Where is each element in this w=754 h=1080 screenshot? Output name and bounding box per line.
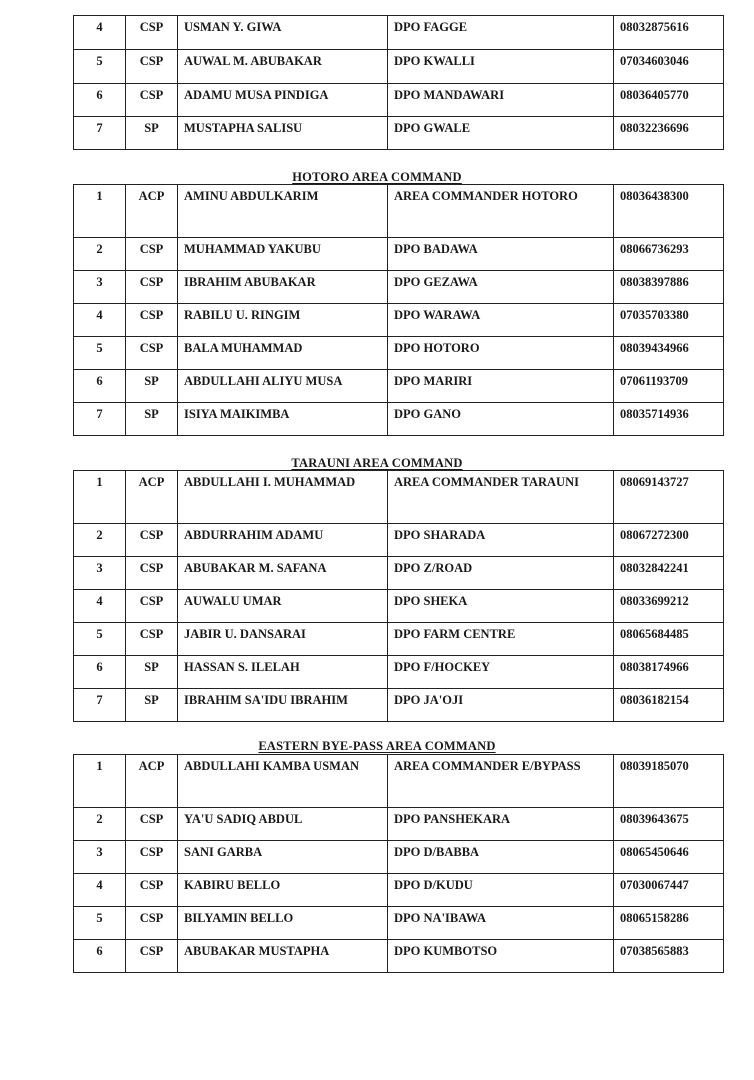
posting-cell: DPO SHEKA xyxy=(388,590,614,623)
officer-name-cell: MUSTAPHA SALISU xyxy=(178,117,388,150)
serial-number-cell: 2 xyxy=(74,238,126,271)
table-row xyxy=(74,907,724,940)
posting-cell: DPO D/KUDU xyxy=(388,874,614,907)
table-row xyxy=(74,185,724,238)
serial-number-cell: 3 xyxy=(74,271,126,304)
phone-number-cell: 08032236696 xyxy=(614,117,724,150)
serial-number-cell: 1 xyxy=(74,185,126,238)
roster-table-body xyxy=(74,16,724,150)
serial-number-cell: 2 xyxy=(74,524,126,557)
roster-table xyxy=(73,15,724,150)
rank-cell: CSP xyxy=(126,623,178,656)
table-row xyxy=(74,271,724,304)
serial-number-cell: 1 xyxy=(74,755,126,808)
officer-name-cell: AUWAL M. ABUBAKAR xyxy=(178,50,388,84)
rank-cell: CSP xyxy=(126,271,178,304)
table-row xyxy=(74,524,724,557)
officer-name-cell: IBRAHIM ABUBAKAR xyxy=(178,271,388,304)
posting-cell: DPO F/HOCKEY xyxy=(388,656,614,689)
serial-number-cell: 4 xyxy=(74,304,126,337)
rank-cell: CSP xyxy=(126,841,178,874)
rank-cell: SP xyxy=(126,403,178,436)
table-row xyxy=(74,590,724,623)
officer-name-cell: ABDULLAHI KAMBA USMAN xyxy=(178,755,388,808)
serial-number-cell: 6 xyxy=(74,656,126,689)
officer-name-cell: USMAN Y. GIWA xyxy=(178,16,388,50)
officer-name-cell: AUWALU UMAR xyxy=(178,590,388,623)
roster-table-body xyxy=(74,755,724,973)
posting-cell: DPO WARAWA xyxy=(388,304,614,337)
serial-number-cell: 7 xyxy=(74,689,126,722)
rank-cell: CSP xyxy=(126,940,178,973)
phone-number-cell: 08039434966 xyxy=(614,337,724,370)
posting-cell: DPO PANSHEKARA xyxy=(388,808,614,841)
rank-cell: CSP xyxy=(126,50,178,84)
rank-cell: ACP xyxy=(126,185,178,238)
serial-number-cell: 6 xyxy=(74,940,126,973)
serial-number-cell: 3 xyxy=(74,841,126,874)
table-row xyxy=(74,84,724,117)
phone-number-cell: 08065684485 xyxy=(614,623,724,656)
rank-cell: SP xyxy=(126,370,178,403)
officer-name-cell: ADAMU MUSA PINDIGA xyxy=(178,84,388,117)
phone-number-cell: 07035703380 xyxy=(614,304,724,337)
rank-cell: CSP xyxy=(126,238,178,271)
table-row xyxy=(74,808,724,841)
serial-number-cell: 2 xyxy=(74,808,126,841)
phone-number-cell: 08067272300 xyxy=(614,524,724,557)
phone-number-cell: 08038397886 xyxy=(614,271,724,304)
roster-table xyxy=(73,754,724,973)
officer-name-cell: SANI GARBA xyxy=(178,841,388,874)
rank-cell: CSP xyxy=(126,84,178,117)
rank-cell: CSP xyxy=(126,304,178,337)
phone-number-cell: 08036182154 xyxy=(614,689,724,722)
posting-cell: DPO Z/ROAD xyxy=(388,557,614,590)
rank-cell: CSP xyxy=(126,524,178,557)
officer-name-cell: JABIR U. DANSARAI xyxy=(178,623,388,656)
table-row xyxy=(74,16,724,50)
serial-number-cell: 3 xyxy=(74,557,126,590)
phone-number-cell: 08065450646 xyxy=(614,841,724,874)
rank-cell: CSP xyxy=(126,16,178,50)
phone-number-cell: 08035714936 xyxy=(614,403,724,436)
phone-number-cell: 07061193709 xyxy=(614,370,724,403)
serial-number-cell: 4 xyxy=(74,874,126,907)
serial-number-cell: 1 xyxy=(74,471,126,524)
posting-cell: DPO NA'IBAWA xyxy=(388,907,614,940)
officer-name-cell: KABIRU BELLO xyxy=(178,874,388,907)
rank-cell: SP xyxy=(126,689,178,722)
phone-number-cell: 07038565883 xyxy=(614,940,724,973)
posting-cell: AREA COMMANDER E/BYPASS xyxy=(388,755,614,808)
table-row xyxy=(74,623,724,656)
posting-cell: DPO KUMBOTSO xyxy=(388,940,614,973)
phone-number-cell: 08065158286 xyxy=(614,907,724,940)
posting-cell: DPO GWALE xyxy=(388,117,614,150)
serial-number-cell: 5 xyxy=(74,50,126,84)
serial-number-cell: 6 xyxy=(74,84,126,117)
phone-number-cell: 08036405770 xyxy=(614,84,724,117)
serial-number-cell: 5 xyxy=(74,907,126,940)
phone-number-cell: 08033699212 xyxy=(614,590,724,623)
rank-cell: CSP xyxy=(126,557,178,590)
table-row xyxy=(74,557,724,590)
serial-number-cell: 6 xyxy=(74,370,126,403)
officer-name-cell: RABILU U. RINGIM xyxy=(178,304,388,337)
table-row xyxy=(74,755,724,808)
officer-name-cell: ISIYA MAIKIMBA xyxy=(178,403,388,436)
officer-name-cell: ABUBAKAR MUSTAPHA xyxy=(178,940,388,973)
section-title: HOTORO AREA COMMAND xyxy=(292,170,462,184)
officer-name-cell: AMINU ABDULKARIM xyxy=(178,185,388,238)
officer-name-cell: ABDULLAHI ALIYU MUSA xyxy=(178,370,388,403)
posting-cell: DPO FARM CENTRE xyxy=(388,623,614,656)
phone-number-cell: 08066736293 xyxy=(614,238,724,271)
phone-number-cell: 08032842241 xyxy=(614,557,724,590)
roster-table-body xyxy=(74,185,724,436)
rank-cell: CSP xyxy=(126,590,178,623)
posting-cell: AREA COMMANDER HOTORO xyxy=(388,185,614,238)
table-row xyxy=(74,50,724,84)
serial-number-cell: 7 xyxy=(74,403,126,436)
rank-cell: CSP xyxy=(126,808,178,841)
officer-name-cell: ABDULLAHI I. MUHAMMAD xyxy=(178,471,388,524)
rank-cell: SP xyxy=(126,656,178,689)
posting-cell: DPO BADAWA xyxy=(388,238,614,271)
posting-cell: DPO GEZAWA xyxy=(388,271,614,304)
officer-name-cell: IBRAHIM SA'IDU IBRAHIM xyxy=(178,689,388,722)
roster-table xyxy=(73,184,724,436)
posting-cell: DPO SHARADA xyxy=(388,524,614,557)
officer-name-cell: BILYAMIN BELLO xyxy=(178,907,388,940)
table-row xyxy=(74,940,724,973)
posting-cell: DPO FAGGE xyxy=(388,16,614,50)
phone-number-cell: 08038174966 xyxy=(614,656,724,689)
phone-number-cell: 08039185070 xyxy=(614,755,724,808)
table-row xyxy=(74,689,724,722)
table-row xyxy=(74,370,724,403)
table-row xyxy=(74,471,724,524)
posting-cell: DPO JA'OJI xyxy=(388,689,614,722)
posting-cell: DPO HOTORO xyxy=(388,337,614,370)
posting-cell: DPO KWALLI xyxy=(388,50,614,84)
roster-table xyxy=(73,470,724,722)
roster-table-body xyxy=(74,471,724,722)
rank-cell: ACP xyxy=(126,471,178,524)
table-row xyxy=(74,403,724,436)
section-title: EASTERN BYE-PASS AREA COMMAND xyxy=(258,739,496,753)
rank-cell: CSP xyxy=(126,874,178,907)
phone-number-cell: 08032875616 xyxy=(614,16,724,50)
serial-number-cell: 4 xyxy=(74,16,126,50)
officer-name-cell: ABDURRAHIM ADAMU xyxy=(178,524,388,557)
phone-number-cell: 07030067447 xyxy=(614,874,724,907)
rank-cell: ACP xyxy=(126,755,178,808)
table-row xyxy=(74,841,724,874)
officer-name-cell: BALA MUHAMMAD xyxy=(178,337,388,370)
serial-number-cell: 5 xyxy=(74,623,126,656)
officer-name-cell: HASSAN S. ILELAH xyxy=(178,656,388,689)
serial-number-cell: 4 xyxy=(74,590,126,623)
serial-number-cell: 7 xyxy=(74,117,126,150)
table-row xyxy=(74,337,724,370)
rank-cell: CSP xyxy=(126,907,178,940)
posting-cell: DPO GANO xyxy=(388,403,614,436)
table-row xyxy=(74,238,724,271)
rank-cell: SP xyxy=(126,117,178,150)
section-title: TARAUNI AREA COMMAND xyxy=(291,456,463,470)
posting-cell: AREA COMMANDER TARAUNI xyxy=(388,471,614,524)
officer-name-cell: MUHAMMAD YAKUBU xyxy=(178,238,388,271)
serial-number-cell: 5 xyxy=(74,337,126,370)
posting-cell: DPO MARIRI xyxy=(388,370,614,403)
rank-cell: CSP xyxy=(126,337,178,370)
officer-name-cell: YA'U SADIQ ABDUL xyxy=(178,808,388,841)
phone-number-cell: 07034603046 xyxy=(614,50,724,84)
table-row xyxy=(74,304,724,337)
posting-cell: DPO MANDAWARI xyxy=(388,84,614,117)
phone-number-cell: 08036438300 xyxy=(614,185,724,238)
officer-name-cell: ABUBAKAR M. SAFANA xyxy=(178,557,388,590)
table-row xyxy=(74,874,724,907)
phone-number-cell: 08069143727 xyxy=(614,471,724,524)
table-row xyxy=(74,117,724,150)
posting-cell: DPO D/BABBA xyxy=(388,841,614,874)
phone-number-cell: 08039643675 xyxy=(614,808,724,841)
table-row xyxy=(74,656,724,689)
